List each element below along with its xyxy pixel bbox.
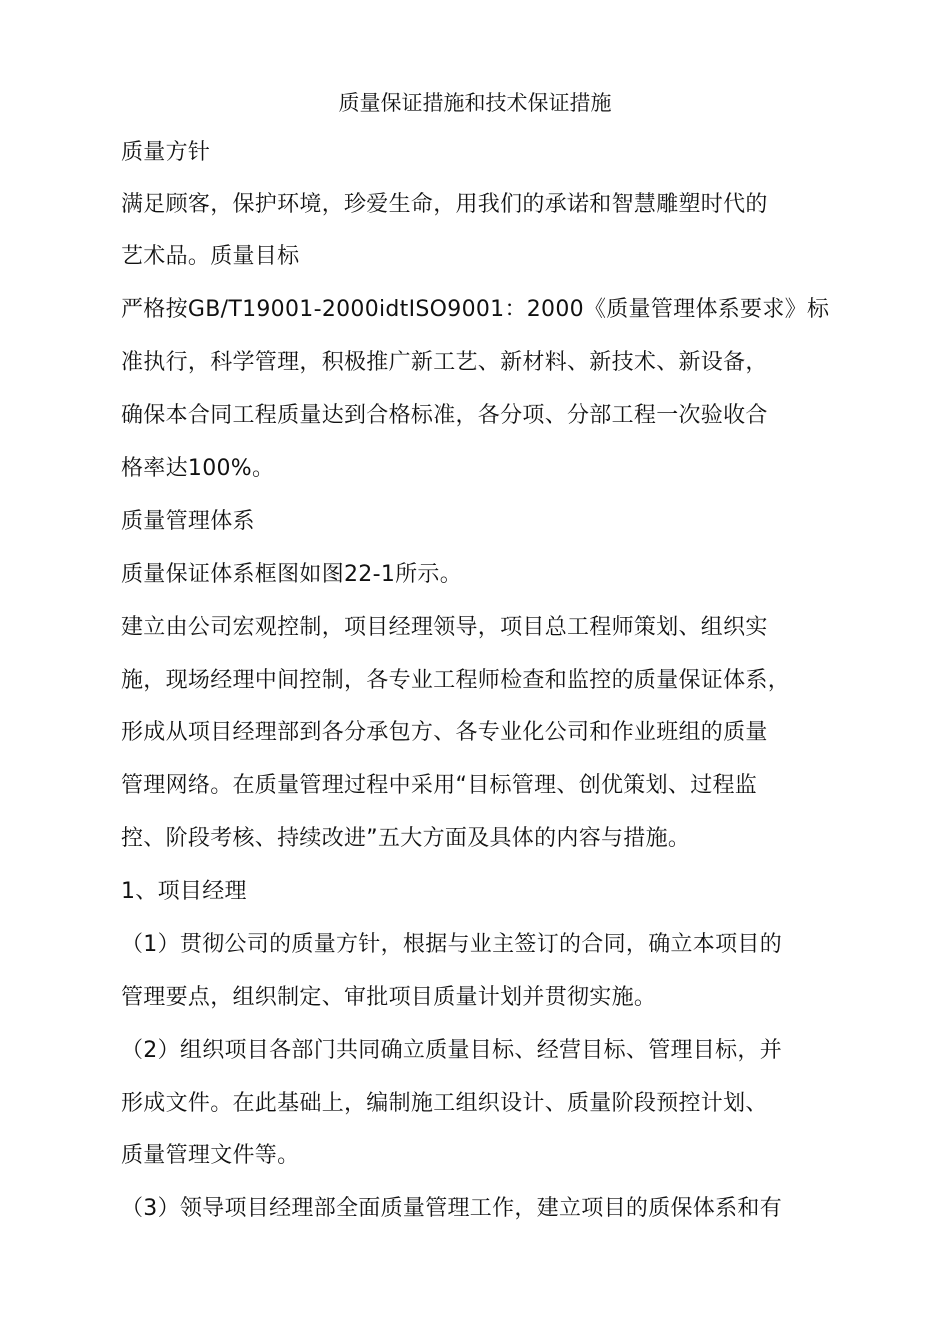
paragraph-line: 严格按GB/T19001-2000idtISO9001：2000《质量管理体系要求》标: [121, 297, 830, 322]
paragraph-line: 控、阶段考核、持续改进”五大方面及具体的内容与措施。: [121, 826, 691, 851]
heading-project-manager: 1、项目经理: [121, 879, 247, 904]
paragraph-line: 满足顾客，保护环境，珍爱生命，用我们的承诺和智慧雕塑时代的: [121, 192, 768, 217]
list-item-line: （3）领导项目经理部全面质量管理工作，建立项目的质保体系和有: [121, 1196, 782, 1221]
paragraph-line: 格率达100%。: [121, 456, 275, 481]
paragraph-line: 施，现场经理中间控制，各专业工程师检查和监控的质量保证体系，: [121, 668, 791, 693]
paragraph-line: 管理网络。在质量管理过程中采用“目标管理、创优策划、过程监: [121, 773, 758, 798]
heading-quality-system: 质量管理体系: [121, 509, 255, 534]
document-title: 质量保证措施和技术保证措施: [338, 91, 612, 115]
paragraph-line: 形成文件。在此基础上，编制施工组织设计、质量阶段预控计划、: [121, 1091, 768, 1116]
paragraph-line: 形成从项目经理部到各分承包方、各专业化公司和作业班组的质量: [121, 720, 768, 745]
list-item-line: （1）贯彻公司的质量方针，根据与业主签订的合同，确立本项目的: [121, 932, 782, 957]
paragraph-line: 质量保证体系框图如图22-1所示。: [121, 562, 463, 587]
heading-quality-policy: 质量方针: [121, 140, 211, 165]
paragraph-line: 准执行，科学管理，积极推广新工艺、新材料、新技术、新设备，: [121, 350, 768, 375]
paragraph-line: 确保本合同工程质量达到合格标准，各分项、分部工程一次验收合: [121, 403, 768, 428]
list-item-line: （2）组织项目各部门共同确立质量目标、经营目标、管理目标，并: [121, 1038, 782, 1063]
paragraph-line: 管理要点，组织制定、审批项目质量计划并贯彻实施。: [121, 985, 657, 1010]
paragraph-line: 艺术品。质量目标: [121, 244, 300, 269]
paragraph-line: 质量管理文件等。: [121, 1143, 300, 1168]
paragraph-line: 建立由公司宏观控制，项目经理领导，项目总工程师策划、组织实: [121, 615, 768, 640]
